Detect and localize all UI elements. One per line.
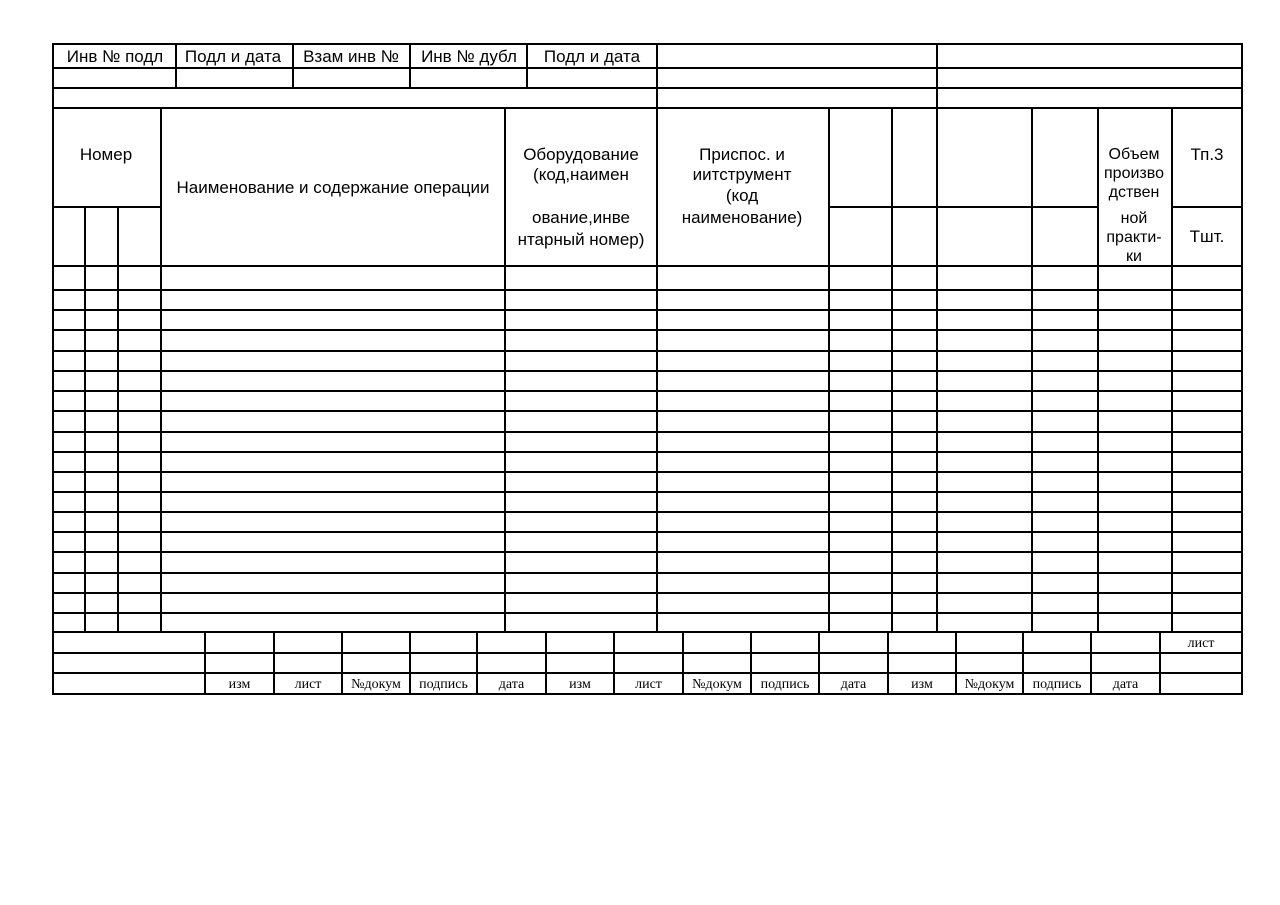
footer-label: №докум xyxy=(964,677,1015,692)
header-oborudovanie-line-3: ование,инве xyxy=(532,208,630,227)
header-obem xyxy=(1104,146,1164,265)
stamp-podl-data-1: Подл и дата xyxy=(184,47,282,66)
header-tp3: Тп.3 xyxy=(1190,145,1224,164)
header-obem-line-1: Объем xyxy=(1108,146,1160,163)
header-prispos-line-2: иитструмент xyxy=(692,165,792,184)
footer-label: лист xyxy=(294,677,322,692)
header-obem-line-6: ки xyxy=(1126,248,1142,265)
footer-label: изм xyxy=(228,677,251,692)
footer-label: дата xyxy=(840,677,867,692)
footer-label: №докум xyxy=(351,677,401,692)
header-prispos xyxy=(682,145,803,227)
header-oborudovanie-line-4: нтарный номер) xyxy=(517,230,645,249)
header-naimenovanie: Наименование и содержание операции xyxy=(176,178,490,197)
footer-label: изм xyxy=(569,677,591,692)
header-obem-line-2: произво xyxy=(1104,165,1164,182)
stamp-vzam-inv: Взам инв № xyxy=(303,47,399,66)
footer-label: №докум xyxy=(692,677,742,692)
stamp-inv-dubl: Инв № дубл xyxy=(421,47,517,66)
footer-list-label: лист xyxy=(1187,636,1215,651)
header-obem-line-4: ной xyxy=(1120,210,1148,227)
footer-label: подпись xyxy=(1032,677,1082,692)
footer-label: дата xyxy=(498,677,525,692)
stamp-podl-data-2: Подл и дата xyxy=(543,47,641,66)
footer-label: подпись xyxy=(419,677,468,692)
footer-label: изм xyxy=(911,677,933,692)
footer-label: лист xyxy=(635,677,662,692)
header-oborudovanie-line-1: Оборудование xyxy=(523,145,639,164)
footer-label: подпись xyxy=(760,677,810,692)
header-prispos-line-3: (код xyxy=(725,186,759,205)
header-nomer: Номер xyxy=(79,145,133,164)
footer-label: дата xyxy=(1112,677,1139,692)
header-prispos-line-4: наименование) xyxy=(681,208,803,227)
stamp-inv-podl: Инв № подл xyxy=(66,47,164,66)
header-oborudovanie-line-2: (код,наимен xyxy=(533,165,629,184)
header-tsht: Тшт. xyxy=(1189,227,1225,246)
header-obem-line-3: дствен xyxy=(1108,184,1160,201)
header-prispos-line-1: Приспос. и xyxy=(699,145,785,164)
header-obem-line-5: практи- xyxy=(1106,229,1162,246)
header-oborudovanie xyxy=(518,145,645,249)
form-grid xyxy=(53,44,1242,694)
